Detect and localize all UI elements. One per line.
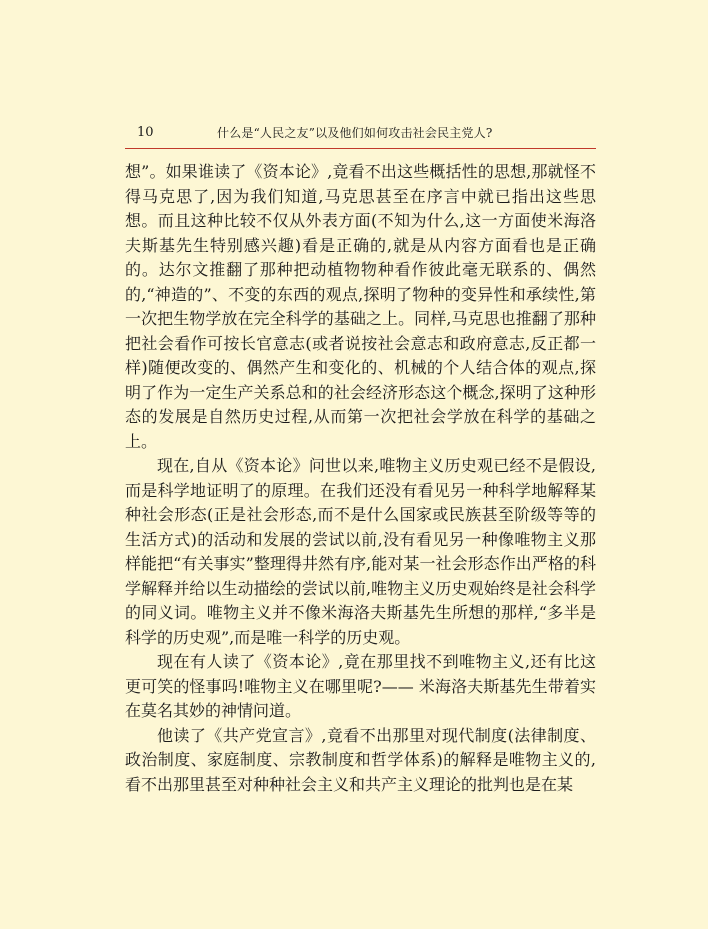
paragraph-4: 他读了《共产党宣言》,竟看不出那里对现代制度(法律制度、政治制度、家庭制度、宗教制度和哲学体系)的解释是唯物主义的,看不出那里甚至对种种社会主义和共产主义理论的批判也是在某 [125, 725, 596, 794]
page-number: 10 [137, 125, 154, 140]
running-title: 什么是“人民之友”以及他们如何攻击社会民主党人? [217, 126, 493, 140]
paragraph-1: 想”。如果谁读了《资本论》,竟看不出这些概括性的思想,那就怪不得马克思了,因为我们知道,马克思甚至在序言中就已指出这些思想。而且这种比较不仅从外表方面(不知为什么,这一方面使米海洛夫斯基先生特别感兴趣)看是正确的,就是从内容方面看也是正确的。达尔文推翻了那种把动植物物种看作彼此毫无联系的、偶然的,“神造的”、不变的东西的观点,探明了物种的变异性和承续性,第一次把生物学放在完全科学的基础之上。同样,马克思也推翻了那种把社会看作可按长官意志(或者说按社会意志和政府意志,反正都一样)随便改变的、偶然产生和变化的、机械的个人结合体的观点,探明了作为一定生产关系总和的社会经济形态这个概念,探明了这种形态的发展是自然历史过程,从而第一次把社会学放在科学的基础之上。 [125, 162, 596, 451]
body-text [125, 160, 596, 797]
running-header [125, 124, 596, 149]
paragraph-2: 现在,自从《资本论》问世以来,唯物主义历史观已经不是假设,而是科学地证明了的原理。在我们还没有看见另一种科学地解释某种社会形态(正是社会形态,而不是什么国家或民族甚至阶级等等的生活方式)的活动和发展的尝试以前,没有看见另一种像唯物主义那样能把“有关事实”整理得井然有序,能对某一社会形态作出严格的科学解释并给以生动描绘的尝试以前,唯物主义历史观始终是社会科学的同义词。唯物主义并不像米海洛夫斯基先生所想的那样,“多半是科学的历史观”,而是唯一科学的历史观。 [125, 456, 596, 647]
paragraph-3: 现在有人读了《资本论》,竟在那里找不到唯物主义,还有比这更可笑的怪事吗!唯物主义在哪里呢?—— 米海洛夫斯基先生带着实在莫名其妙的神情问道。 [125, 652, 596, 720]
